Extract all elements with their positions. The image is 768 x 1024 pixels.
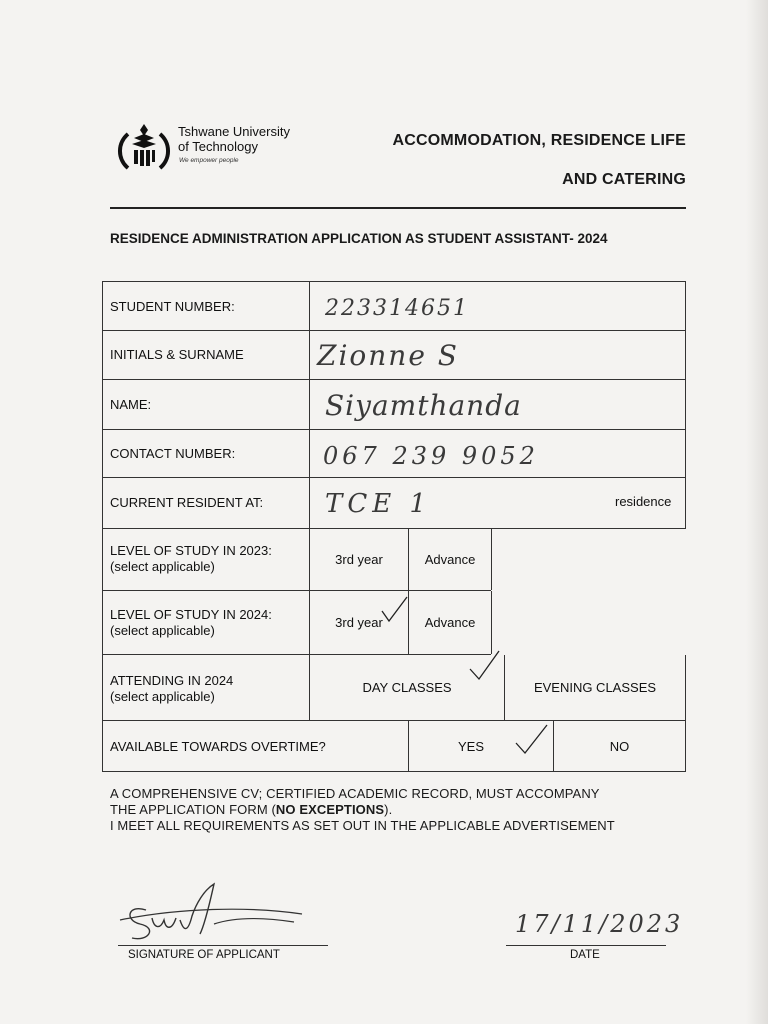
application-table (102, 281, 686, 772)
level-2024-label-line2: (select applicable) (110, 623, 215, 638)
attending-label-line1: ATTENDING IN 2024 (110, 673, 234, 688)
row-attending (102, 655, 686, 721)
level-2024-option2-text: Advance (424, 615, 476, 630)
tut-logo-icon (114, 120, 174, 176)
department-title-line1: ACCOMMODATION, RESIDENCE LIFE (392, 132, 686, 149)
overtime-option-no[interactable] (553, 721, 685, 771)
overtime-checkmark-icon (513, 723, 549, 757)
signature-line (118, 945, 328, 946)
level-2023-label-line1: LEVEL OF STUDY IN 2023: (110, 543, 272, 558)
attending-option-evening-classes[interactable] (504, 655, 685, 720)
row-initials-surname (102, 331, 686, 380)
attending-option1-text: DAY CLASSES (362, 680, 452, 695)
university-name (178, 124, 290, 154)
level-2024-label-line1: LEVEL OF STUDY IN 2024: (110, 607, 272, 622)
university-name-line2: of Technology (178, 139, 258, 154)
date-line (506, 945, 666, 946)
level-2023-option-advance[interactable] (408, 529, 492, 590)
row-student-number (102, 281, 686, 331)
student-number-value: 223314651 (325, 296, 469, 321)
attending-label-line2: (select applicable) (110, 689, 215, 704)
row-current-resident (102, 478, 686, 529)
row-contact-number (102, 430, 686, 478)
name-label: NAME: (110, 397, 152, 412)
level-2023-label-line2: (select applicable) (110, 559, 215, 574)
level-2023-option1-text: 3rd year (335, 552, 383, 567)
attending-checkmark-icon (467, 649, 501, 681)
row-name (102, 380, 686, 430)
residence-suffix: residence (615, 494, 672, 509)
university-name-line1: Tshwane University (178, 124, 290, 139)
level-2024-option1-text: 3rd year (335, 615, 383, 630)
date-label: DATE (570, 949, 600, 961)
level-2023-option-3rd-year[interactable] (309, 529, 408, 590)
scan-edge-shadow (746, 0, 768, 1024)
initials-surname-value: Zionne S (317, 339, 459, 372)
requirements-note (110, 786, 615, 834)
department-title-line2: AND CATERING (562, 171, 686, 188)
name-value: Siyamthanda (325, 389, 522, 422)
row-level-2024 (102, 591, 491, 655)
current-resident-label: CURRENT RESIDENT AT: (110, 495, 264, 510)
university-motto: We empower people (179, 157, 239, 164)
current-resident-value: TCE 1 (325, 489, 432, 519)
header-divider (110, 207, 686, 209)
attending-option2-text: EVENING CLASSES (533, 680, 657, 695)
initials-surname-label: INITIALS & SURNAME (110, 347, 244, 362)
note-line3: I MEET ALL REQUIREMENTS AS SET OUT IN THE APPLICABLE ADVERTISEMENT (110, 818, 615, 833)
overtime-yes-text: YES (457, 738, 484, 754)
level-2024-checkmark-icon (379, 595, 409, 623)
no-exceptions-emphasis: NO EXCEPTIONS (275, 802, 385, 817)
signature-label: SIGNATURE OF APPLICANT (128, 949, 280, 961)
note-line1: A COMPREHENSIVE CV; CERTIFIED ACADEMIC RECORD, MUST ACCOMPANY (110, 786, 600, 801)
row-overtime (102, 721, 686, 772)
row-level-2023 (102, 529, 491, 591)
overtime-label: AVAILABLE TOWARDS OVERTIME? (110, 739, 326, 754)
student-number-label: STUDENT NUMBER: (110, 299, 235, 314)
level-2023-option2-text: Advance (424, 552, 476, 567)
contact-number-label: CONTACT NUMBER: (110, 446, 236, 461)
contact-number-value: 067 239 9052 (323, 442, 539, 470)
note-line2: THE APPLICATION FORM (NO EXCEPTIONS). (110, 802, 393, 817)
level-2024-option-advance[interactable] (408, 591, 492, 654)
overtime-no-text: NO (609, 738, 630, 754)
date-value: 17/11/2023 (515, 910, 684, 938)
form-title: RESIDENCE ADMINISTRATION APPLICATION AS STUDENT ASSISTANT- 2024 (110, 231, 608, 246)
